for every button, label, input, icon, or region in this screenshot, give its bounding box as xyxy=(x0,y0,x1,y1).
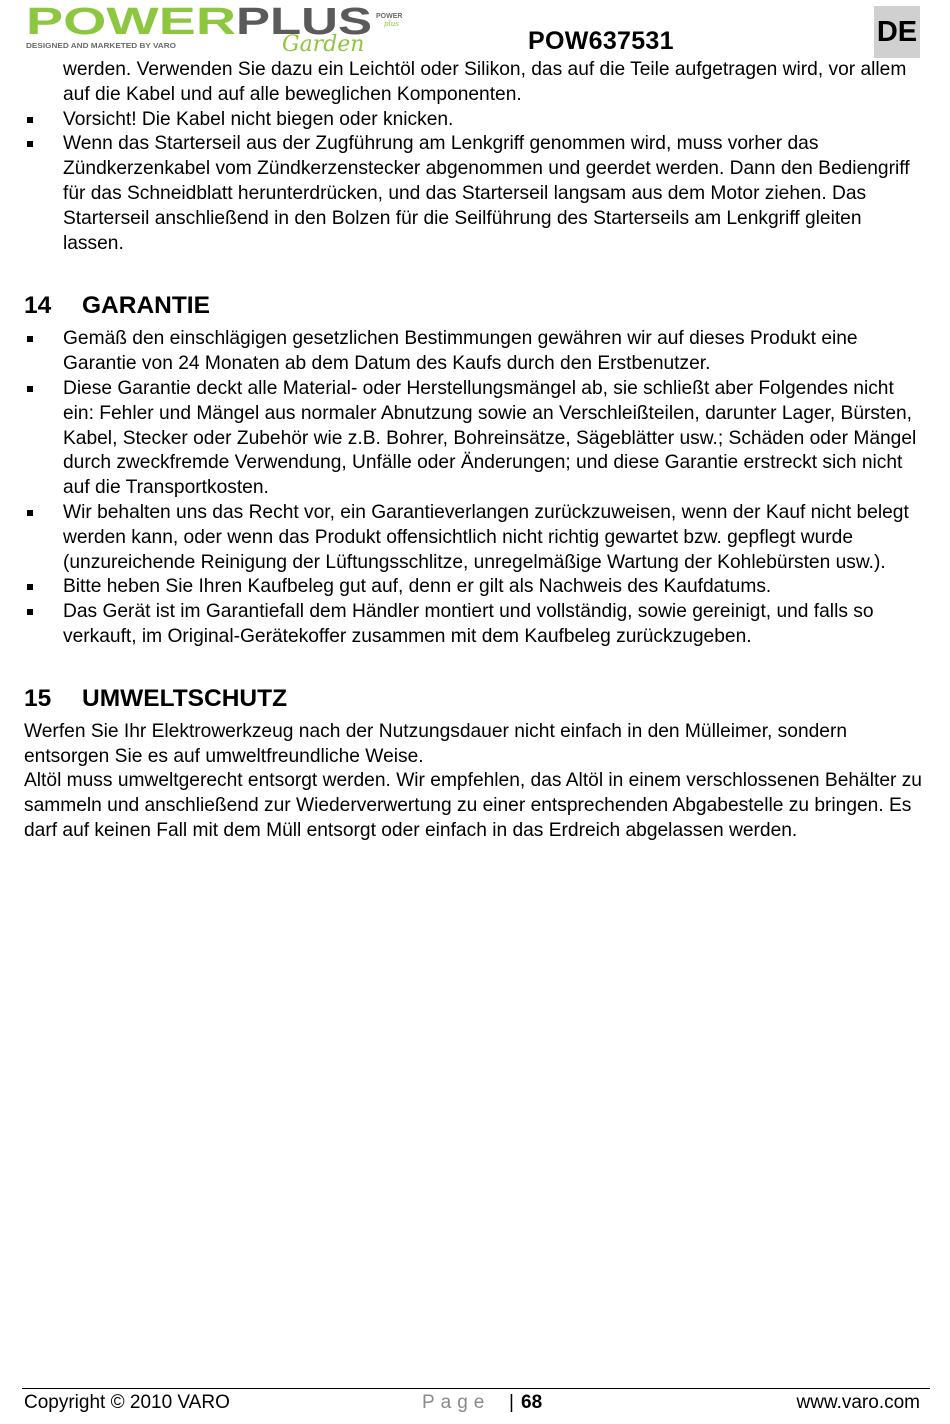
language-badge: DE xyxy=(874,6,920,58)
paragraph: Altöl muss umweltgerecht entsorgt werden. Wir empfehlen, das Altöl in einem verschlossenen Behälter zu sammeln und anschließend zur Wiederverwertung zu einer entsprechenden Abgabestelle zu bringen. Es darf auf keinen Fall mit dem Müll entsorgt oder einfach in das Erdreich abgelassen werden. xyxy=(24,770,922,841)
section-number: 15 xyxy=(24,684,52,712)
svg-text:plus: plus xyxy=(384,20,399,28)
powerplus-garden-logo xyxy=(24,4,414,54)
svg-text:POWER: POWER xyxy=(376,13,403,20)
model-number: POW637531 xyxy=(528,27,674,55)
page-label: Page xyxy=(422,1392,491,1413)
svg-text:PLUS: PLUS xyxy=(236,4,372,43)
list-item: Gemäß den einschlägigen gesetzlichen Bestimmungen gewähren wir auf dieses Produkt eine Garantie von 24 Monaten ab dem Datum des Kaufs durch den Erstbenutzer. xyxy=(24,327,924,377)
svg-text:DESIGNED AND MARKETED BY VARO: DESIGNED AND MARKETED BY VARO xyxy=(26,41,177,50)
page-content xyxy=(24,58,924,844)
svg-text:POWER: POWER xyxy=(26,4,236,43)
continued-text: werden. Verwenden Sie dazu ein Leichtöl oder Silikon, das auf die Teile aufgetragen wird, vor allem auf die Kabel und auf alle beweglichen Komponenten. xyxy=(63,59,907,105)
list-item: Vorsicht! Die Kabel nicht biegen oder knicken. xyxy=(24,108,924,133)
page-separator: | xyxy=(509,1392,514,1413)
page-footer xyxy=(24,1392,920,1418)
section-title: UMWELTSCHUTZ xyxy=(82,684,288,712)
page-number: 68 xyxy=(521,1392,543,1413)
section-heading-umweltschutz xyxy=(24,684,924,714)
footer-divider xyxy=(22,1388,930,1389)
page-header xyxy=(0,0,950,60)
website-url: www.varo.com xyxy=(796,1392,920,1413)
list-item: Diese Garantie deckt alle Material- oder Herstellungsmängel ab, sie schließt aber Folgendes nicht ein: Fehler und Mängel aus normaler Abnutzung sowie an Verschleißteilen, darunter Lager, Bürsten, Kabel, Stecker oder Zubehör wie z.B. Bohrer, Bohreinsätze, Sägeblätter usw.; Schäden oder Mängel durch zweckfremde Verwendung, Unfälle oder Änderungen; und diese Garantie erstreckt sich nicht auf die Transportkosten. xyxy=(24,377,924,501)
list-item: Das Gerät ist im Garantiefall dem Händler montiert und vollständig, sowie gereinigt, und falls so verkauft, im Original-Gerätekoffer zusammen mit dem Kaufbeleg zurückzugeben. xyxy=(24,600,924,650)
paragraph: Werfen Sie Ihr Elektrowerkzeug nach der Nutzungsdauer nicht einfach in den Mülleimer, sondern entsorgen Sie es auf umweltfreundliche Weise. xyxy=(24,720,848,767)
section-heading-garantie xyxy=(24,291,924,321)
svg-text:Garden: Garden xyxy=(282,32,365,54)
list-item: Wenn das Starterseil aus der Zugführung am Lenkgriff genommen wird, muss vorher das Zündkerzenkabel vom Zündkerzenstecker abgenommen und geerdet werden. Dann den Bediengriff für das Schneidblatt herunterdrücken, und das Starterseil langsam aus dem Motor ziehen. Das Starterseil anschließend in den Bolzen für die Seilführung des Starterseils am Lenkgriff gleiten lassen. xyxy=(24,132,924,256)
section-number: 14 xyxy=(24,292,52,320)
garantie-bullet-list xyxy=(24,327,924,649)
list-item: Wir behalten uns das Recht vor, ein Garantieverlangen zurückzuweisen, wenn der Kauf nicht belegt werden kann, oder wenn das Produkt offensichtlich nicht richtig gewartet bzw. gepflegt wurde (unzureichende Reinigung der Lüftungsschlitze, unregelmäßige Wartung der Kohlebürsten usw.). xyxy=(24,501,924,575)
intro-bullet-list xyxy=(24,108,924,257)
list-item: Bitte heben Sie Ihren Kaufbeleg gut auf, denn er gilt als Nachweis des Kaufdatums. xyxy=(24,575,924,600)
section-title: GARANTIE xyxy=(82,292,210,320)
copyright-text: Copyright © 2010 VARO xyxy=(24,1392,230,1413)
